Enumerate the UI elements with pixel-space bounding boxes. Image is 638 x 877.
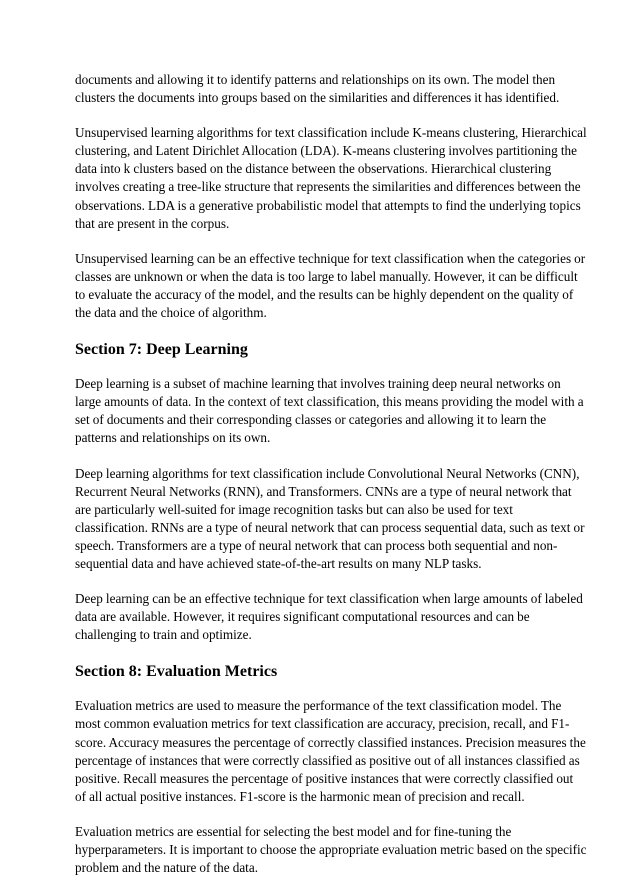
- text-line: percentage of instances that were correctly classified as positive out of all instances classified as: [75, 752, 580, 768]
- text-line: positive. Recall measures the percentage of positive instances that were correctly classified out: [75, 770, 574, 786]
- text-line: set of documents and their corresponding classes or categories and allowing it to learn the: [75, 412, 547, 428]
- text-line: classes are unknown or when the data is too large to label manually. However, it can be difficult: [75, 268, 578, 284]
- text-line: data into k clusters based on the distance between the observations. Hierarchical clustering: [75, 161, 552, 177]
- paragraph-unsupervised-algorithms: [75, 124, 587, 233]
- text-line: Unsupervised learning algorithms for text classification include K-means clustering, Hierarchical: [75, 125, 587, 141]
- text-line: of all actual positive instances. F1-score is the harmonic mean of precision and recall.: [75, 788, 525, 804]
- text-line: Deep learning algorithms for text classification include Convolutional Neural Networks (CNN),: [75, 465, 580, 481]
- text-line: problem and the nature of the data.: [75, 860, 258, 876]
- text-line: patterns and relationships on its own.: [75, 430, 271, 446]
- text-line: Deep learning is a subset of machine learning that involves training deep neural networks on: [75, 376, 561, 392]
- paragraph-evaluation-metrics-importance: [75, 823, 587, 877]
- section-7-heading: Section 7: Deep Learning: [75, 341, 248, 359]
- text-line: classification. RNNs are a type of neural network that can process sequential data, such as text or: [75, 519, 585, 535]
- paragraph-clustering-intro: [75, 71, 566, 107]
- text-line: score. Accuracy measures the percentage of correctly classified instances. Precision measures the: [75, 734, 586, 750]
- text-line: data are available. However, it requires significant computational resources and can be: [75, 609, 530, 625]
- paragraph-deep-learning-effectiveness: [75, 590, 583, 644]
- paragraph-deep-learning-definition: [75, 375, 584, 447]
- text-line: the data and the choice of algorithm.: [75, 305, 267, 321]
- text-line: speech. Transformers are a type of neural network that can process both sequential and non-: [75, 537, 558, 553]
- paragraph-evaluation-metrics-definition: [75, 697, 586, 806]
- text-line: most common evaluation metrics for text classification are accuracy, precision, recall, and F1-: [75, 716, 570, 732]
- text-line: clustering, and Latent Dirichlet Allocation (LDA). K-means clustering involves partitioning the: [75, 143, 577, 159]
- text-line: challenging to train and optimize.: [75, 627, 252, 643]
- paragraph-unsupervised-effectiveness: [75, 250, 586, 322]
- text-line: Evaluation metrics are used to measure the performance of the text classification model. The: [75, 698, 562, 714]
- text-line: clusters the documents into groups based on the similarities and differences it has identified.: [75, 90, 560, 106]
- text-line: Evaluation metrics are essential for selecting the best model and for fine-tuning the: [75, 823, 512, 839]
- section-8-heading: Section 8: Evaluation Metrics: [75, 663, 278, 681]
- text-line: Recurrent Neural Networks (RNN), and Transformers. CNNs are a type of neural network that: [75, 483, 572, 499]
- text-line: involves creating a tree-like structure that represents the similarities and differences between the: [75, 179, 581, 195]
- text-line: that are present in the corpus.: [75, 215, 230, 231]
- text-line: hyperparameters. It is important to choose the appropriate evaluation metric based on the specific: [75, 842, 587, 857]
- text-line: are particularly well-suited for image recognition tasks but can also be used for text: [75, 501, 513, 517]
- text-line: large amounts of data. In the context of text classification, this means providing the model with a: [75, 394, 584, 410]
- text-line: to evaluate the accuracy of the model, and the results can be highly dependent on the quality of: [75, 286, 574, 302]
- text-line: sequential data and have achieved state-of-the-art results on many NLP tasks.: [75, 555, 482, 571]
- text-line: Unsupervised learning can be an effective technique for text classification when the categories or: [75, 250, 586, 266]
- paragraph-deep-learning-algorithms: [75, 465, 585, 574]
- text-line: observations. LDA is a generative probabilistic model that attempts to find the underlying topics: [75, 197, 581, 213]
- text-line: documents and allowing it to identify patterns and relationships on its own. The model then: [75, 72, 556, 87]
- text-line: Deep learning can be an effective technique for text classification when large amounts of labeled: [75, 591, 583, 607]
